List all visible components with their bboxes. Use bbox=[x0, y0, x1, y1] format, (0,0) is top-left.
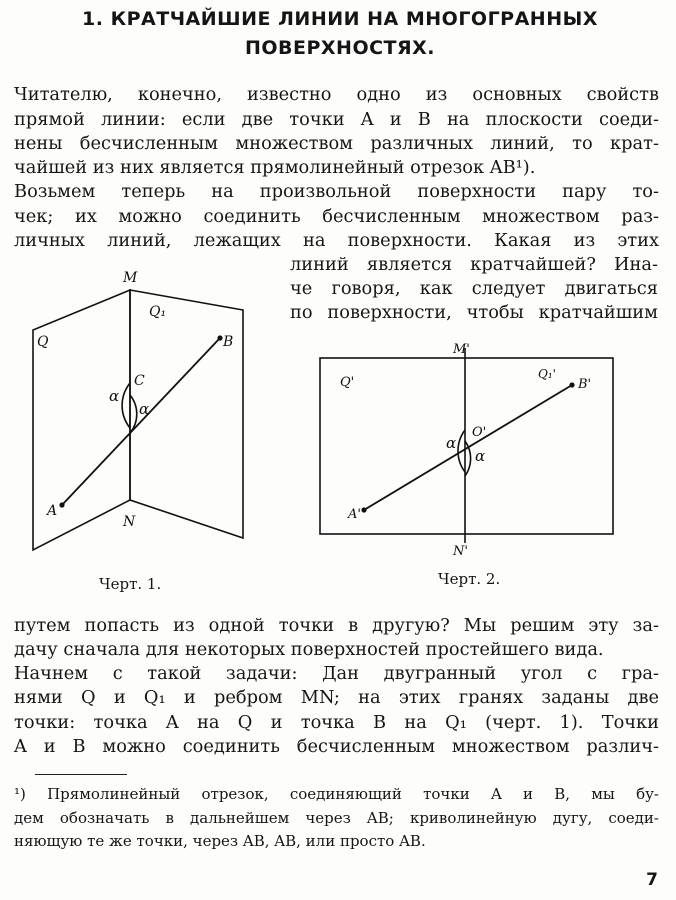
page-number: 7 bbox=[646, 870, 658, 890]
fig1-label-N: N bbox=[123, 514, 136, 530]
fig1-label-A: A bbox=[47, 503, 58, 519]
fig1-alpha-left: α bbox=[109, 387, 120, 405]
fig1-label-Q: Q bbox=[37, 334, 49, 350]
fig2-label-M: M' bbox=[453, 342, 470, 357]
para2-line-4: линий является кратчайшей? Ина- bbox=[290, 254, 658, 275]
figure-1-dihedral-angle bbox=[25, 268, 250, 568]
fig2-alpha-right: α bbox=[475, 447, 486, 465]
para2-line-3: личных линий, лежащих на поверхности. Какая из этих bbox=[14, 230, 659, 251]
para2-line-6: по поверхности, чтобы кратчайшим bbox=[290, 302, 658, 323]
fig2-label-Q1: Q₁' bbox=[538, 367, 556, 381]
fig1-label-B: B bbox=[223, 334, 234, 350]
fig1-label-C: C bbox=[134, 373, 145, 389]
fig1-alpha-right: α bbox=[139, 400, 150, 418]
footnote-line-3: няющую те же точки, через AB, AB, или просто AB. bbox=[14, 832, 426, 850]
para2-line-1: Возьмем теперь на произвольной поверхности пару то- bbox=[14, 181, 659, 202]
fig2-label-B: B' bbox=[578, 377, 592, 392]
para4-line-2: нями Q и Q₁ и ребром MN; на этих гранях заданы две bbox=[14, 687, 659, 708]
figure-2-unfolded-faces bbox=[312, 338, 622, 560]
fig2-label-Q: Q' bbox=[340, 375, 355, 390]
para3-line-2: дачу сначала для некоторых поверхностей простейшего вида. bbox=[14, 639, 604, 660]
fig2-label-A: A' bbox=[348, 507, 361, 522]
figure-1-caption: Черт. 1. bbox=[99, 575, 162, 593]
fig1-label-M: M bbox=[123, 270, 138, 286]
fig1-label-Q1: Q₁ bbox=[149, 304, 167, 320]
footnote-line-1: ¹) Прямолинейный отрезок, соединяющий точки A и B, мы бу- bbox=[14, 785, 659, 803]
footnote-line-2: дем обозначать в дальнейшем через AB; криволинейную дугу, соеди- bbox=[14, 809, 659, 827]
para1-line-3: нены бесчисленным множеством различных линий, то крат- bbox=[14, 133, 659, 154]
para1-line-2: прямой линии: если две точки A и B на плоскости соеди- bbox=[14, 109, 659, 130]
para4-line-4: A и B можно соединить бесчисленным множеством различ- bbox=[14, 736, 659, 757]
section-title-line-1: 1. КРАТЧАЙШИЕ ЛИНИИ НА МНОГОГРАННЫХ bbox=[82, 8, 598, 30]
para3-line-1: путем попасть из одной точки в другую? Мы решим эту за- bbox=[14, 615, 659, 636]
section-title-line-2: ПОВЕРХНОСТЯХ. bbox=[244, 37, 436, 59]
para2-line-2: чек; их можно соединить бесчисленным множеством раз- bbox=[14, 206, 659, 227]
para1-line-4: чайшей из них является прямолинейный отрезок AB¹). bbox=[14, 157, 536, 178]
para1-line-1: Читателю, конечно, известно одно из основных свойств bbox=[14, 84, 659, 105]
para4-line-1: Начнем с такой задачи: Дан двугранный угол с гра- bbox=[14, 663, 659, 684]
figure-2-caption: Черт. 2. bbox=[438, 570, 501, 588]
fig2-label-N: N' bbox=[453, 544, 468, 559]
para4-line-3: точки: точка A на Q и точка B на Q₁ (черт. 1). Точки bbox=[14, 712, 659, 733]
footnote-rule bbox=[35, 774, 127, 775]
fig2-label-O: O' bbox=[472, 425, 487, 440]
fig2-alpha-left: α bbox=[446, 434, 457, 452]
para2-line-5: че говоря, как следует двигаться bbox=[290, 278, 658, 299]
